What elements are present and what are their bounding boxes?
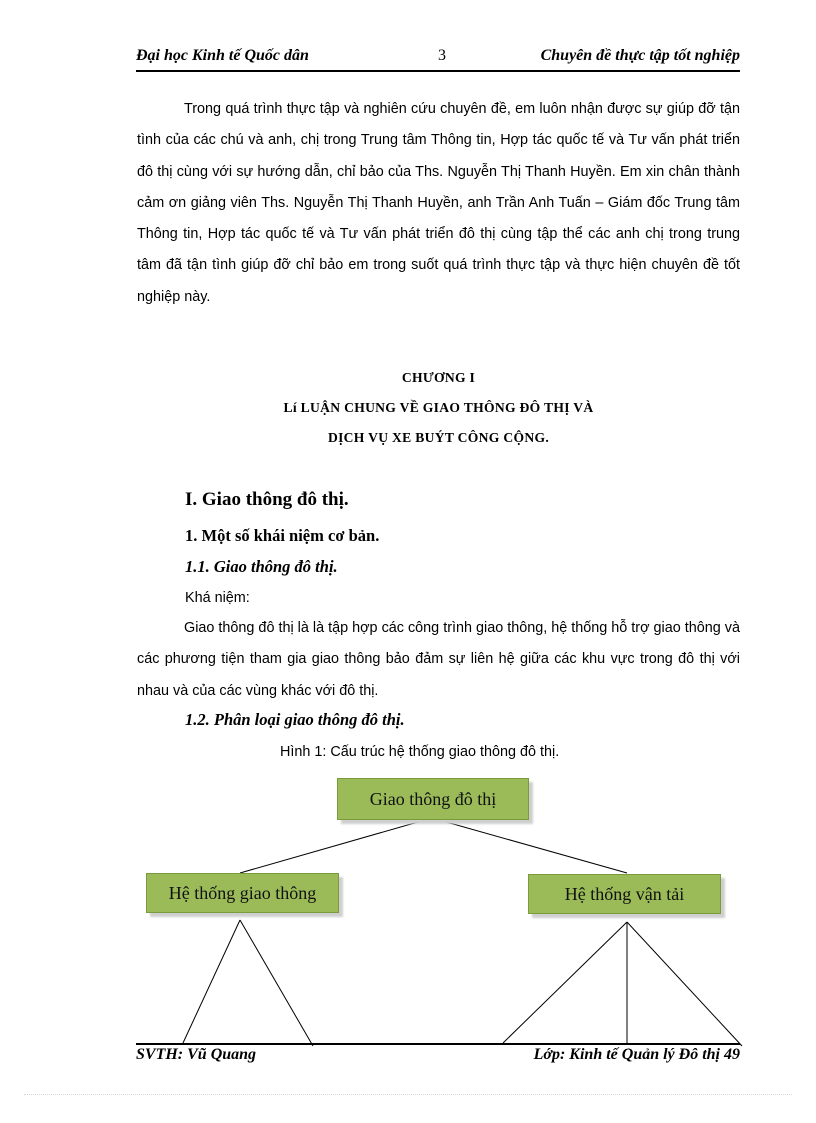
chapter-label: CHƯƠNG I xyxy=(401,370,476,385)
diagram-left-node xyxy=(146,873,339,913)
intro-paragraph: Trong quá trình thực tập và nghiên cứu chuyên đề, em luôn nhận được sự giúp đỡ tận tình của các chú và anh, chị trong Trung tâm Thông tin, Hợp tác quốc tế và Tư vấn phát triển đô thị cùng với sự hướng dẫn, chỉ bảo của Ths. Nguyễn Thị Thanh Huyền. Em xin chân thành cảm ơn giảng viên Ths. Nguyễn Thị Thanh Huyền, anh Trần Anh Tuấn – Giám đốc Trung tâm Thông tin, Hợp tác quốc tế và Tư vấn phát triển đô thị cùng tập thể các anh chị trong trung tâm đã tận tình giúp đỡ chỉ bảo em trong suốt quá trình thực tập và thực hiện chuyên đề tốt nghiệp này. xyxy=(137,101,740,305)
connector-left-branch-b xyxy=(240,920,313,1046)
diagram-right-label: Hệ thống vận tải xyxy=(564,883,685,904)
footer-class: Lớp: Kinh tế Quản lý Đô thị 49 xyxy=(533,1046,740,1063)
diagram-root-node xyxy=(337,778,529,820)
section-heading-1-1: 1.1. Giao thông đô thị. xyxy=(185,557,338,576)
diagram-root-label: Giao thông đô thị xyxy=(369,788,497,809)
figure-caption: Hình 1: Cấu trúc hệ thống giao thông đô thị. xyxy=(280,744,560,760)
chapter-title-line1: Lí LUẬN CHUNG VỀ GIAO THÔNG ĐÔ THỊ VÀ xyxy=(283,400,594,415)
connector-left-branch-a xyxy=(183,920,240,1043)
section-heading-2: 1. Một số khái niệm cơ bản. xyxy=(185,526,380,545)
header-report-title: Chuyên đề thực tập tốt nghiệp xyxy=(540,47,740,64)
footer-student: SVTH: Vũ Quang xyxy=(136,1046,257,1063)
section-heading-1: I. Giao thông đô thị. xyxy=(185,489,349,510)
connector-root-right xyxy=(432,818,627,873)
definition-paragraph: Giao thông đô thị là là tập hợp các công trình giao thông, hệ thống hỗ trợ giao thông và các phương tiện tham gia giao thông bảo đảm sự liên hệ giữa các khu vực trong đô thị với nhau và của các vùng khác với đô thị. xyxy=(137,620,740,699)
connector-right-branch-a xyxy=(503,922,627,1043)
page-bottom-dotted-border xyxy=(24,1094,792,1095)
footer-rule xyxy=(136,1043,740,1045)
connector-right-branch-c xyxy=(627,922,742,1046)
header-university: Đại học Kinh tế Quốc dân xyxy=(136,47,309,64)
diagram-left-label: Hệ thống giao thông xyxy=(168,882,317,903)
section-heading-1-2: 1.2. Phân loại giao thông đô thị. xyxy=(185,710,405,729)
header-page-number: 3 xyxy=(438,47,446,64)
chapter-title-line2: DỊCH VỤ XE BUÝT CÔNG CỘNG. xyxy=(327,430,550,445)
concept-label: Khá niệm: xyxy=(185,590,250,606)
connector-root-left xyxy=(240,818,432,873)
diagram-right-node xyxy=(528,874,721,914)
